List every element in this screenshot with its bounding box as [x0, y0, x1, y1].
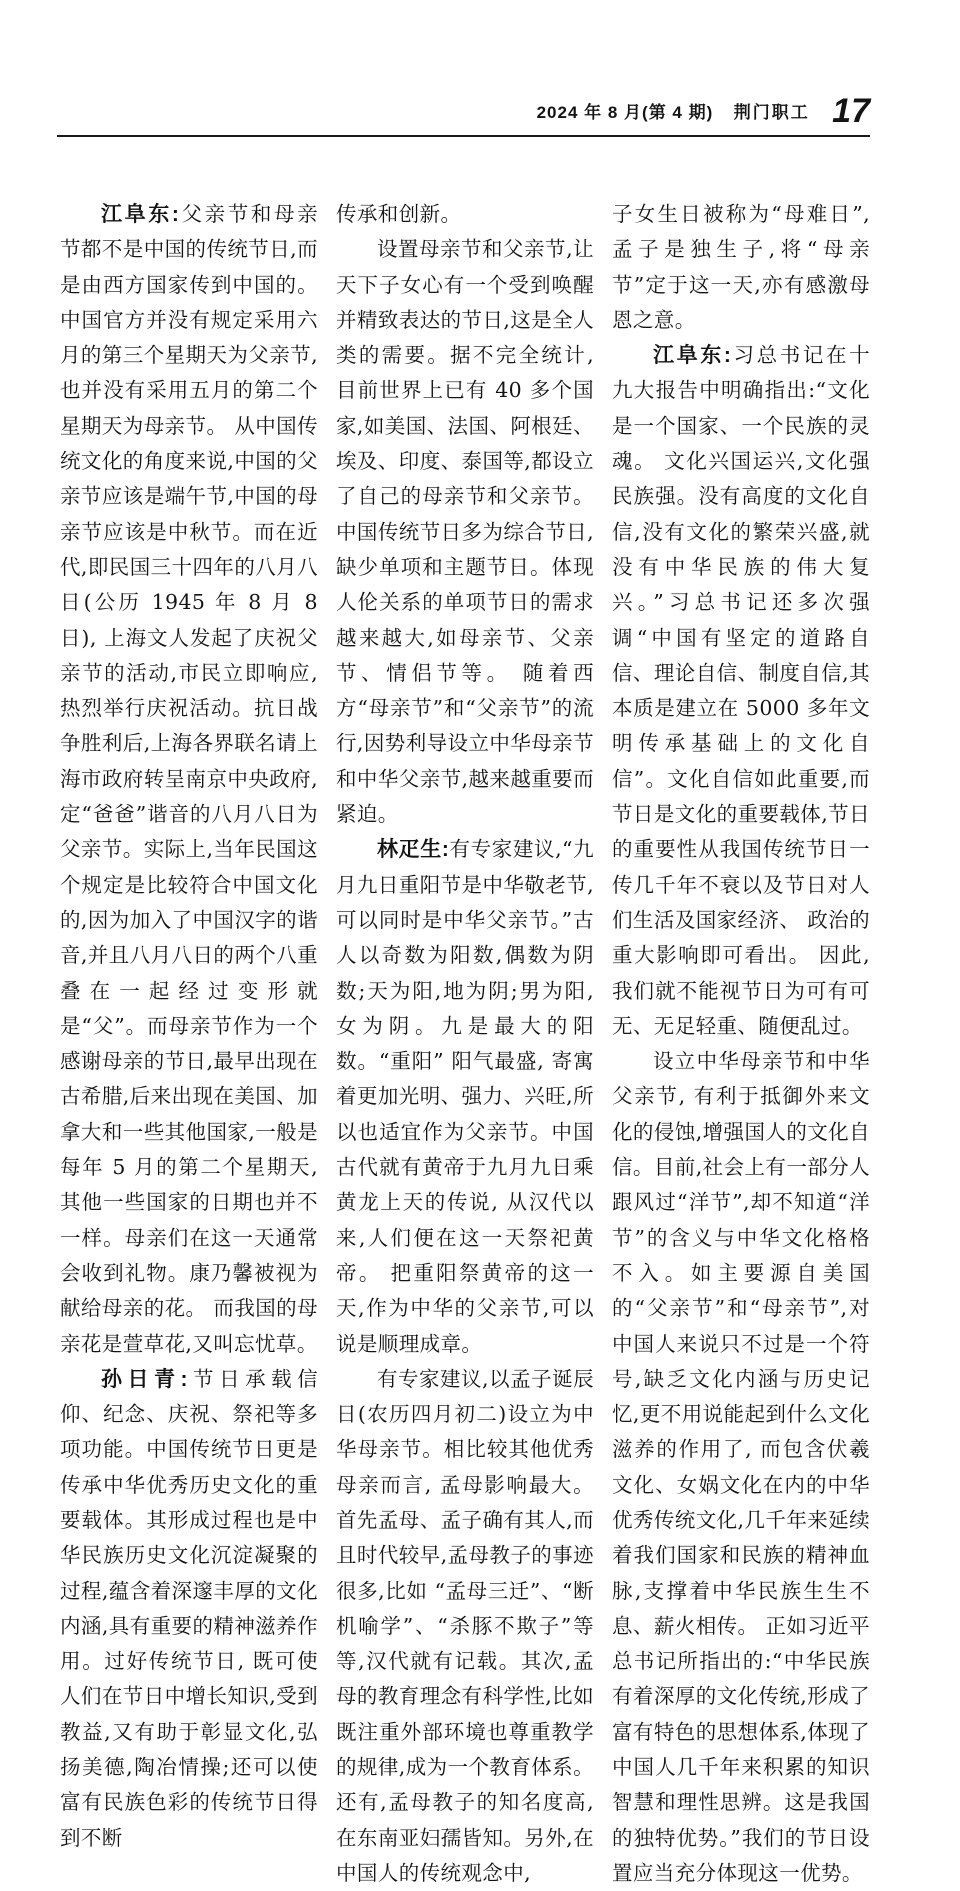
paragraph-text: 习总书记在十九大报告中明确指出:“文化是一个国家、一个民族的灵魂。 文化兴国运兴,文化强民族强。没有高度的文化自信,没有文化的繁荣兴盛,就没有中华民族的伟大复兴。”习总书记还多次强调“中国有坚定的道路自信、理论自信、制度自信,其本质是建立在 5000 多年文明传承基础上的文化自信”。文化自信如此重要,而节日是文化的重要载体,节日的重要性从我国传统节日一传几千年不衰以及节日对人们生活及国家经济、 政治的重大影响即可看出。 因此,我们就不能视节日为可有可无、无足轻重、随便乱过。	[612, 343, 870, 1038]
speaker-name: 江阜东:	[653, 344, 732, 368]
paragraph-text: 父亲节和母亲节都不是中国的传统节日,而是由西方国家传到中国的。中国官方并没有规定采用六月的第三个星期天为父亲节,也并没有采用五月的第二个星期天为母亲节。 从中国传统文化的角度来说,中国的父亲节应该是端午节,中国的母亲节应该是中秋节。而在近代,即民国三十四年的八月八日(公历 1945 年 8 月 8 日), 上海文人发起了庆祝父亲节的活动,市民立即响应,热烈举行庆祝活动。抗日战争胜利后,上海各界联名请上海市政府转呈南京中央政府,定“爸爸”谐音的八月八日为父亲节。实际上,当年民国这个规定是比较符合中国文化的,因为加入了中国汉字的谐音,并且八月八日的两个八重叠在一起经过变形就是“父”。而母亲节作为一个感谢母亲的节日,最早出现在古希腊,后来出现在美国、加拿大和一些其他国家,一般是每年 5 月的第二个星期天,其他一些国家的日期也并不一样。母亲们在这一天通常会收到礼物。康乃馨被视为献给母亲的花。 而我国的母亲花是萱草花,又叫忘忧草。	[60, 202, 318, 1356]
paragraph-text: 有专家建议,以孟子诞辰日(农历四月初二)设立为中华母亲节。相比较其他优秀母亲而言, 孟母影响最大。首先孟母、孟子确有其人,而且时代较早,孟母教子的事迹很多,比如 “孟母三迁”、“断机喻学”、“杀豚不欺子”等等,汉代就有记载。其次,孟母的教育理念有科学性,比如既注重外部环境也尊重教学的规律,成为一个教育体系。还有,孟母教子的知名度高, 在东南亚妇孺皆知。另外,在中国人的传统观念中,	[336, 1366, 594, 1885]
paragraph-continuation	[336, 197, 594, 232]
paragraph-continuation	[612, 197, 870, 338]
speaker-name: 孙日青:	[101, 1367, 188, 1391]
paragraph	[336, 832, 594, 1361]
paragraph	[60, 197, 318, 1362]
publication-title: 荆门职工	[733, 103, 810, 122]
page-number: 17	[832, 92, 870, 130]
paragraph-text: 节日承载信仰、纪念、庆祝、祭祀等多项功能。中国传统节日更是传承中华优秀历史文化的重要载体。其形成过程也是中华民族历史文化沉淀凝聚的过程,蕴含着深邃丰厚的文化内涵,具有重要的精神滋养作用。过好传统节日, 既可使人们在节日中增长知识,受到教益,又有助于彰显文化,弘扬美德,陶冶情操;还可以使富有民族色彩的传统节日得到不断	[60, 1366, 319, 1850]
paragraph-text: 设立中华母亲节和中华父亲节, 有利于抵御外来文化的侵蚀,增强国人的文化自信。目前,社会上有一部分人跟风过“洋节”,却不知道“洋节”的含义与中华文化格格不入。如主要源自美国的“父亲节”和“母亲节”,对中国人来说只不过是一个符号,缺乏文化内涵与历史记忆,更不用说能起到什么文化滋养的作用了, 而包含伏羲文化、女娲文化在内的中华优秀传统文化,几千年来延续着我们国家和民族的精神血脉,支撑着中华民族生生不息、薪火相传。 正如习近平总书记所指出的:“中华民族有着深厚的文化传统,形成了富有特色的思想体系,体现了中国人几千年来积累的知识智慧和理性思辨。这是我国的独特优势。”我们的节日设置应当充分体现这一优势。	[612, 1049, 870, 1885]
paragraph	[336, 1362, 594, 1891]
paragraph	[612, 338, 870, 1044]
article-body	[60, 197, 870, 1885]
paragraph	[612, 1044, 870, 1891]
paragraph-text: 传承和创新。	[336, 202, 462, 226]
speaker-name: 林疋生:	[377, 838, 450, 862]
header-rule	[57, 135, 870, 137]
paragraph-text: 子女生日被称为“母难日”,孟子是独生子,将“母亲节”定于这一天,亦有感激母恩之意。	[612, 202, 870, 332]
column-3	[612, 197, 870, 1885]
issue-info: 2024 年 8 月(第 4 期)	[536, 103, 714, 122]
column-1	[60, 197, 319, 1850]
paragraph-text: 设置母亲节和父亲节,让天下子女心有一个受到唤醒并精致表达的节日,这是全人类的需要。据不完全统计, 目前世界上已有 40 多个国家,如美国、法国、阿根廷、埃及、印度、泰国等,都设立了自己的母亲节和父亲节。中国传统节日多为综合节日,缺少单项和主题节日。体现人伦关系的单项节日的需求越来越大,如母亲节、父亲节、情侣节等。 随着西方“母亲节”和“父亲节”的流行,因势利导设立中华母亲节和中华父亲节,越来越重要而紧迫。	[336, 237, 594, 827]
paragraph	[60, 1362, 318, 1856]
column-2	[336, 197, 595, 1885]
paragraph-text: 有专家建议,“九月九日重阳节是中华敬老节,可以同时是中华父亲节。”古人以奇数为阳数,偶数为阴数;天为阳,地为阴;男为阳,女为阴。九是最大的阳数。“重阳” 阳气最盛, 寄寓着更加光明、强力、兴旺,所以也适宜作为父亲节。中国古代就有黄帝于九月九日乘黄龙上天的传说, 从汉代以来,人们便在这一天祭祀黄帝。 把重阳祭黄帝的这一天,作为中华的父亲节,可以说是顺理成章。	[336, 837, 595, 1356]
page-header	[60, 92, 870, 131]
paragraph	[336, 232, 594, 832]
speaker-name: 江阜东:	[101, 203, 180, 226]
